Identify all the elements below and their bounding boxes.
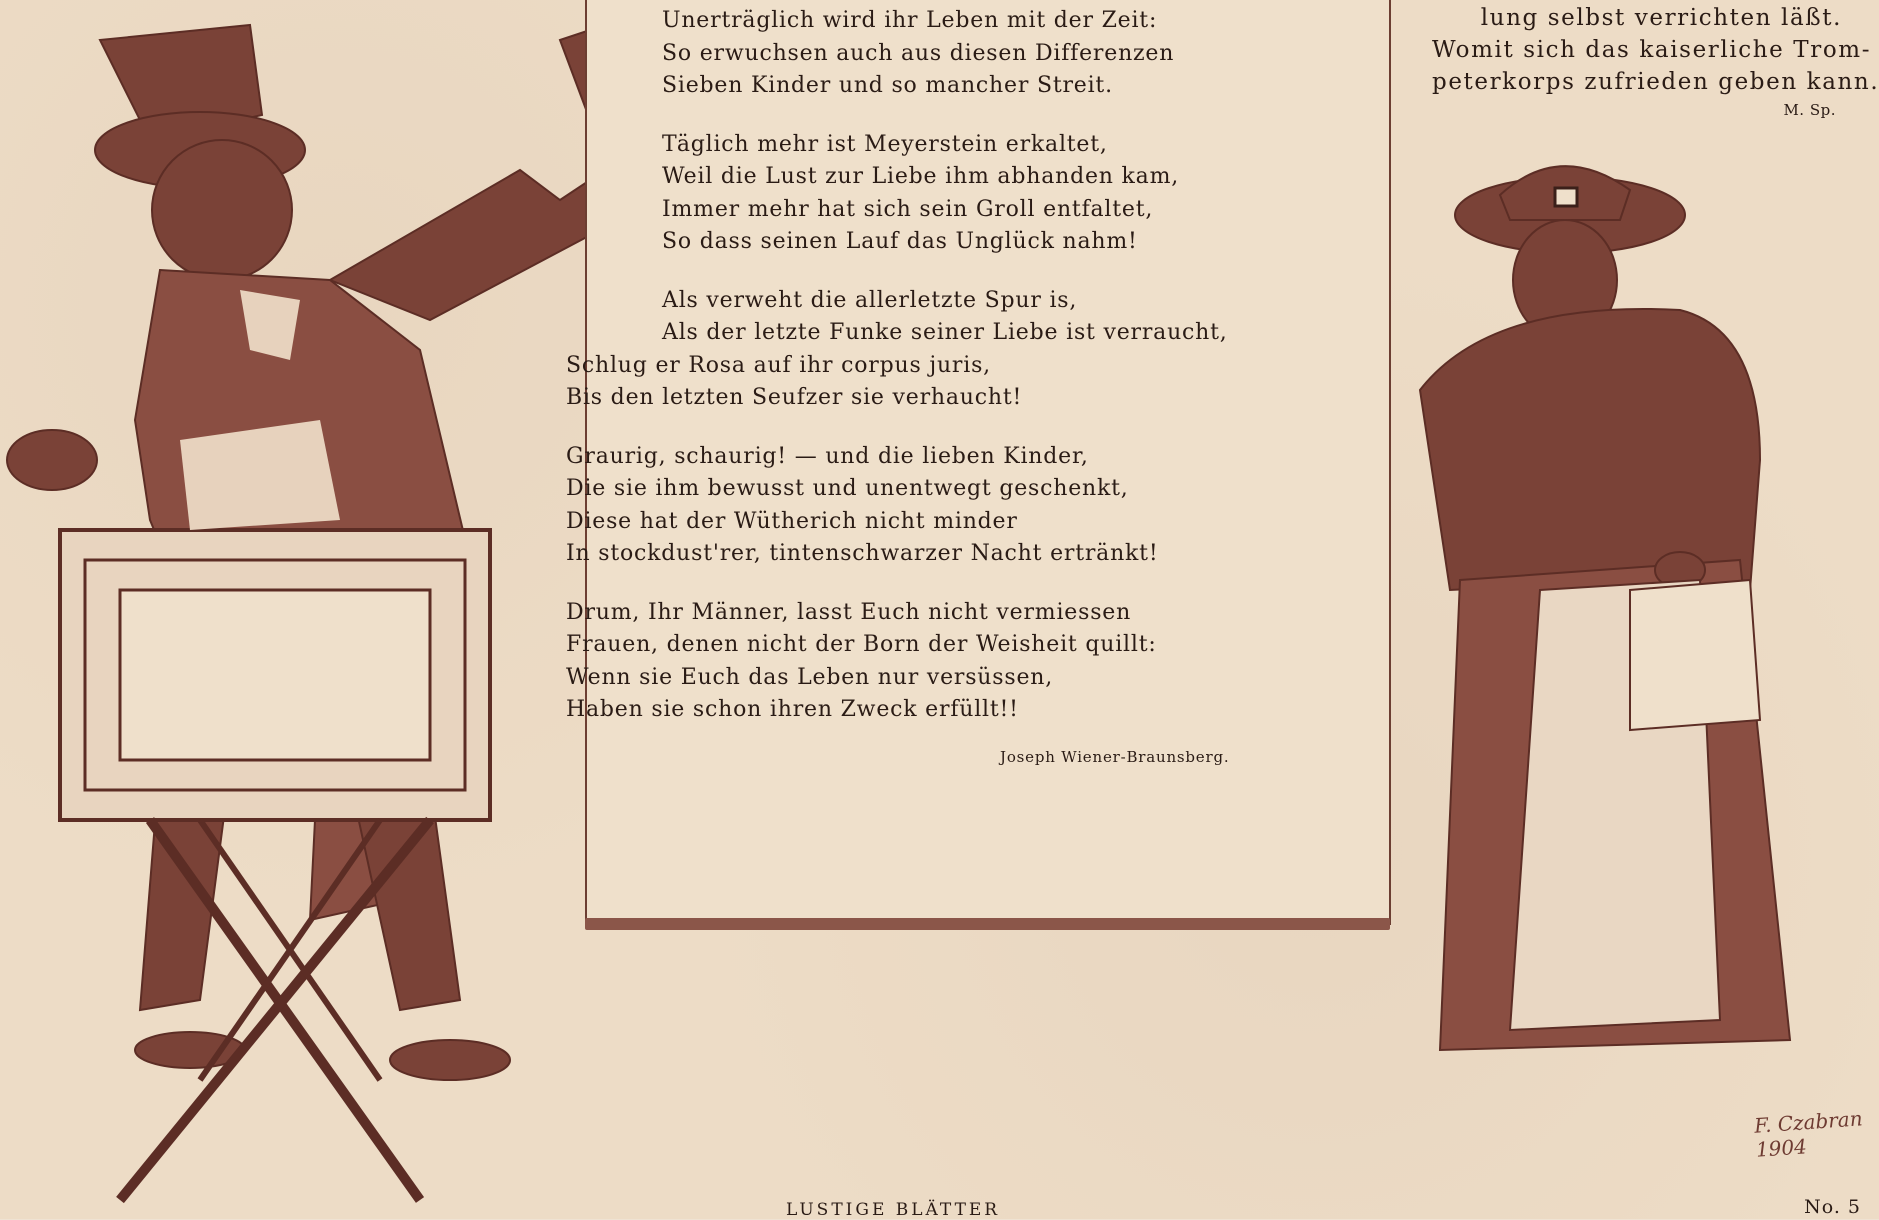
right-column-text <box>1432 2 1879 126</box>
artist-signature <box>1753 1106 1865 1161</box>
poem-line: Schlug er Rosa auf ihr corpus juris, <box>566 352 991 378</box>
right-column-signature: M. Sp. <box>1783 101 1836 119</box>
poem-line: Immer mehr hat sich sein Groll entfaltet, <box>662 196 1154 222</box>
organ-grinder-illustration <box>0 0 600 1219</box>
poem-stanza <box>662 129 1312 259</box>
poem-line: Diese hat der Wütherich nicht minder <box>566 508 1018 534</box>
artist-name: F. Czabran <box>1753 1106 1864 1138</box>
poster-bottom-rail <box>585 918 1390 930</box>
artist-year: 1904 <box>1755 1134 1808 1162</box>
poem-line: Haben sie schon ihren Zweck erfüllt!! <box>566 697 1019 722</box>
poem-line: Drum, Ihr Männer, lasst Euch nicht vermiessen <box>566 599 1132 625</box>
right-column-line: lung selbst verrichten läßt. <box>1480 5 1842 31</box>
poem-line: Täglich mehr ist Meyerstein erkaltet, <box>662 131 1108 157</box>
poem-stanza <box>662 5 1312 103</box>
poem-line: Weil die Lust zur Liebe ihm abhanden kam, <box>662 164 1180 189</box>
woman-illustration <box>1360 160 1840 1210</box>
poem-line: Die sie ihm bewusst und unentwegt geschenkt, <box>566 476 1129 501</box>
poem-stanza <box>566 285 1312 415</box>
page-number: No. 5 <box>1804 1196 1861 1218</box>
poem-author: Joseph Wiener-Braunsberg. <box>1000 748 1230 766</box>
poem-line: Sieben Kinder und so mancher Streit. <box>662 73 1113 98</box>
poem <box>566 5 1312 753</box>
poem-line: So dass seinen Lauf das Unglück nahm! <box>662 229 1138 254</box>
right-column-line: peterkorps zufrieden geben kann. <box>1432 69 1879 95</box>
poem-line: Unerträglich wird ihr Leben mit der Zeit: <box>662 8 1158 33</box>
poem-line: Wenn sie Euch das Leben nur versüssen, <box>566 664 1054 690</box>
poem-line: Als verweht die allerletzte Spur is, <box>662 287 1078 313</box>
poem-line: In stockdust'rer, tintenschwarzer Nacht ertränkt! <box>566 541 1159 566</box>
poem-line: So erwuchsen auch aus diesen Differenzen <box>662 40 1175 66</box>
magazine-title: LUSTIGE BLÄTTER <box>786 1200 1001 1220</box>
right-column-line: Womit sich das kaiserliche Trom- <box>1432 37 1872 63</box>
poem-stanza <box>566 597 1312 727</box>
poem-stanza <box>566 441 1312 571</box>
poem-line: Bis den letzten Seufzer sie verhaucht! <box>566 385 1023 410</box>
poem-line: Frauen, denen nicht der Born der Weisheit quillt: <box>566 632 1157 657</box>
poem-line: Als der letzte Funke seiner Liebe ist verraucht, <box>662 320 1228 345</box>
poem-line: Graurig, schaurig! — und die lieben Kinder, <box>566 443 1089 469</box>
